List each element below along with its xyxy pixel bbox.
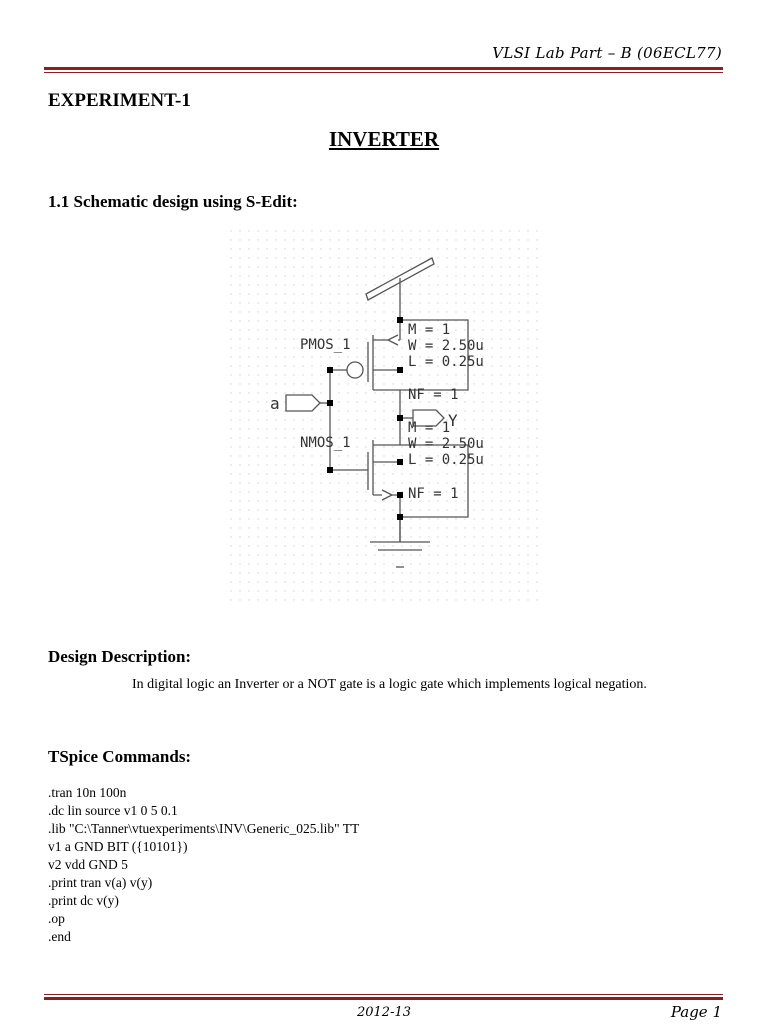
tspice-line: .lib "C:\Tanner\vtuexperiments\INV\Generic_025.lib" TT (48, 821, 360, 836)
footer-year: 2012-13 (356, 1005, 412, 1020)
pmos-param-w: W = 2.50u (408, 338, 484, 354)
footer-rule-thin (44, 994, 723, 995)
header-title: VLSI Lab Part – B (06ECL77) (492, 44, 722, 62)
footer-rule (44, 997, 723, 1000)
input-label: a (270, 394, 280, 413)
experiment-number: EXPERIMENT-1 (48, 90, 191, 111)
pmos-param-m: M = 1 (408, 322, 451, 338)
tspice-commands (48, 784, 359, 946)
tspice-line: .tran 10n 100n (48, 785, 127, 800)
header-rule-thin (44, 72, 723, 73)
pmos-bubble (347, 362, 363, 378)
inverter-schematic (230, 230, 540, 602)
nmos-param-w: W = 2.50u (408, 436, 484, 452)
tspice-line: .dc lin source v1 0 5 0.1 (48, 803, 178, 818)
nmos-label: NMOS_1 (300, 435, 351, 451)
tspice-line: .op (48, 911, 65, 926)
input-port (286, 395, 320, 411)
pmos-param-l: L = 0.25u (408, 354, 484, 370)
design-description-text: In digital logic an Inverter or a NOT gate is a logic gate which implements logical negation. (132, 677, 647, 692)
pmos-param-nf: NF = 1 (408, 387, 459, 403)
schematic-heading: 1.1 Schematic design using S-Edit: (48, 192, 298, 211)
nmos-param-m: M = 1 (408, 420, 451, 436)
pmos-label: PMOS_1 (300, 337, 351, 353)
tspice-line: .print tran v(a) v(y) (48, 875, 153, 890)
nmos-param-l: L = 0.25u (408, 452, 484, 468)
header-rule (44, 67, 723, 70)
page-number: Page 1 (670, 1003, 722, 1021)
tspice-heading: TSpice Commands: (48, 747, 192, 766)
nmos-param-nf: NF = 1 (408, 486, 459, 502)
tspice-line: v1 a GND BIT ({10101}) (48, 839, 188, 854)
tspice-line: .print dc v(y) (48, 893, 119, 908)
output-label: Y (448, 411, 458, 430)
tspice-line: v2 vdd GND 5 (48, 857, 128, 872)
page-title: INVERTER (328, 127, 440, 151)
tspice-line: .end (48, 929, 71, 944)
design-description-heading: Design Description: (48, 647, 192, 666)
